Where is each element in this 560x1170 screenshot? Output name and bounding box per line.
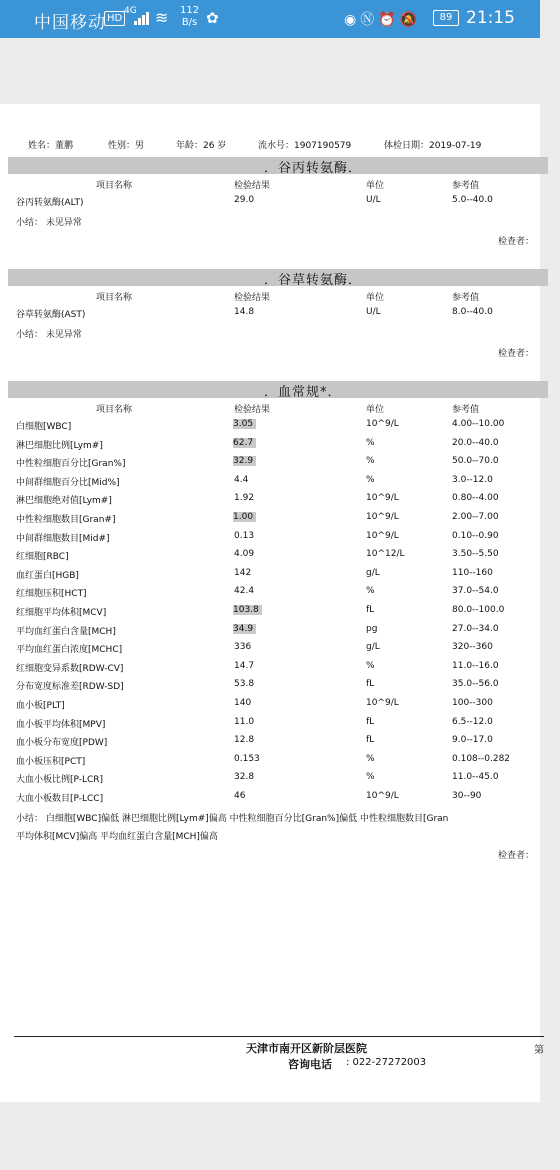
cell-unit: 10^9/L <box>366 530 399 541</box>
page-marker: 第 <box>534 1045 544 1056</box>
header-item: 项目名称 <box>96 181 133 191</box>
cell-unit: % <box>366 586 375 597</box>
header-item: 项目名称 <box>96 293 133 303</box>
table-row <box>0 605 560 623</box>
cell-name: 分布宽度标准差[RDW-SD] <box>16 682 124 693</box>
header-reference: 参考值 <box>452 405 480 415</box>
cell-name: 淋巴细胞绝对值[Lym#] <box>16 496 112 507</box>
cell-name: 红细胞平均体积[MCV] <box>16 608 107 618</box>
cell-unit: % <box>366 660 375 671</box>
cell-reference: 8.0--40.0 <box>452 307 493 317</box>
table-row <box>0 754 560 772</box>
cell-reference: 110--160 <box>452 567 493 578</box>
wechat-icon: ✿ <box>206 9 219 27</box>
table-row <box>0 586 560 604</box>
cell-result: 1.92 <box>234 493 255 504</box>
cell-reference: 20.0--40.0 <box>452 437 499 448</box>
cell-reference: 3.50--5.50 <box>452 549 499 560</box>
cell-unit: 10^12/L <box>366 549 405 560</box>
cell-unit: pg <box>366 623 378 634</box>
cell-result: 142 <box>234 567 252 578</box>
cell-result: 103.8 <box>233 605 262 615</box>
cell-result: 336 <box>234 642 252 653</box>
cell-reference: 30--90 <box>452 791 482 801</box>
table-row <box>0 531 560 549</box>
cell-result: 11.0 <box>234 716 255 727</box>
table-row <box>0 568 560 586</box>
cell-name: 谷丙转氨酶(ALT) <box>16 198 84 208</box>
header-unit: 单位 <box>366 181 385 191</box>
cell-unit: fL <box>366 716 375 727</box>
eye-icon: ◉ <box>344 12 361 28</box>
header-reference: 参考值 <box>452 181 480 191</box>
section-title: ．谷草转氨酶． <box>264 273 363 288</box>
cell-name: 中性粒细胞数目[Gran#] <box>16 515 116 525</box>
cell-reference: 0.80--4.00 <box>452 493 499 504</box>
cell-unit: fL <box>366 605 375 615</box>
serial-number: 流水号：1907190579 <box>258 141 352 151</box>
header-unit: 单位 <box>366 293 385 303</box>
header-result: 检验结果 <box>234 405 271 415</box>
cell-name: 大血小板数目[P-LCC] <box>16 794 104 804</box>
table-row <box>0 493 560 511</box>
section-header <box>8 269 548 286</box>
cell-name: 淋巴细胞比例[Lym#] <box>16 440 103 451</box>
clock: 21:15 <box>466 8 515 28</box>
header-reference: 参考值 <box>452 293 480 303</box>
cell-name: 红细胞压积[HCT] <box>16 589 87 600</box>
cell-unit: 10^9/L <box>366 493 399 504</box>
table-row <box>0 642 560 660</box>
cell-name: 红细胞[RBC] <box>16 552 69 563</box>
cell-reference: 37.0--54.0 <box>452 586 499 597</box>
cell-result: 29.0 <box>234 195 255 205</box>
section-header <box>8 381 548 398</box>
cell-reference: 80.0--100.0 <box>452 605 505 615</box>
cell-reference: 35.0--56.0 <box>452 679 499 690</box>
battery-icon: 89 <box>433 10 459 26</box>
carrier-name: 中国移动 <box>34 13 106 33</box>
section-summary-continued: 平均体积[MCV]偏高 平均血红蛋白含量[MCH]偏高 <box>16 831 218 842</box>
cell-unit: % <box>366 753 375 764</box>
cell-result: 32.8 <box>234 772 255 783</box>
table-row <box>0 698 560 716</box>
cell-name: 白细胞[WBC] <box>16 422 72 432</box>
cell-name: 红细胞变异系数[RDW-CV] <box>16 663 124 674</box>
checker-label: 检查者： <box>498 850 535 861</box>
cell-reference: 4.00--10.00 <box>452 419 505 429</box>
cell-reference: 11.0--16.0 <box>452 660 499 671</box>
patient-gender: 性别：男 <box>108 141 145 151</box>
table-row <box>0 735 560 753</box>
alarm-icon: ⏰ <box>378 12 400 28</box>
signal-icon <box>134 12 150 25</box>
mute-icon: 🔕 <box>399 12 422 28</box>
cell-name: 血红蛋白[HGB] <box>16 570 79 581</box>
cell-unit: % <box>366 772 375 783</box>
cell-reference: 27.0--34.0 <box>452 623 499 634</box>
cell-reference: 3.0--12.0 <box>452 474 493 485</box>
cell-unit: 10^9/L <box>366 512 399 522</box>
cell-unit: % <box>366 437 375 448</box>
table-row <box>0 456 560 474</box>
cell-unit: fL <box>366 679 375 690</box>
cell-name: 平均血红蛋白浓度[MCHC] <box>16 645 123 656</box>
cell-unit: % <box>366 474 375 485</box>
phone-label: 咨询电话 <box>288 1058 332 1071</box>
column-headers <box>0 402 560 420</box>
footer-divider <box>14 1036 544 1037</box>
table-row <box>0 717 560 735</box>
table-row <box>0 661 560 679</box>
cell-reference: 100--300 <box>452 698 493 708</box>
cell-result: 14.8 <box>234 307 255 317</box>
nfc-icon: Ⓝ <box>360 12 379 28</box>
cell-reference: 0.10--0.90 <box>452 530 499 541</box>
status-bar <box>0 0 540 38</box>
cell-unit: g/L <box>366 567 380 578</box>
checker-label: 检查者： <box>498 236 535 247</box>
table-row <box>0 679 560 697</box>
cell-unit: fL <box>366 735 375 746</box>
cell-unit: U/L <box>366 307 381 317</box>
table-row <box>0 772 560 790</box>
cell-name: 血小板压积[PCT] <box>16 756 86 767</box>
table-row <box>0 549 560 567</box>
table-row <box>0 307 560 325</box>
cell-reference: 6.5--12.0 <box>452 716 493 727</box>
patient-name: 姓名：董鹏 <box>28 141 74 151</box>
cell-unit: g/L <box>366 642 380 653</box>
section-summary: 小结： 未见异常 <box>16 329 82 340</box>
cell-reference: 50.0--70.0 <box>452 456 499 467</box>
cell-result: 14.7 <box>234 660 255 671</box>
cell-reference: 5.0--40.0 <box>452 195 493 205</box>
header-unit: 单位 <box>366 405 385 415</box>
wifi-icon: ≋ <box>155 8 169 27</box>
cell-unit: 10^9/L <box>366 419 399 429</box>
table-row <box>0 195 560 213</box>
cell-name: 血小板[PLT] <box>16 701 65 711</box>
header-result: 检验结果 <box>234 293 271 303</box>
cell-name: 大血小板比例[P-LCR] <box>16 775 104 786</box>
cell-name: 平均血红蛋白含量[MCH] <box>16 626 116 637</box>
cell-result: 0.153 <box>234 753 260 764</box>
cell-unit: 10^9/L <box>366 698 399 708</box>
section-title: ．血常规*． <box>264 385 342 400</box>
status-icons <box>344 9 421 29</box>
cell-unit: U/L <box>366 195 381 205</box>
report-page[interactable] <box>0 104 544 1102</box>
table-row <box>0 512 560 530</box>
cell-result: 46 <box>234 791 246 801</box>
cell-result: 4.4 <box>234 474 249 485</box>
phone-number: : 022-27272003 <box>346 1057 427 1068</box>
hd-icon: HD <box>104 11 125 26</box>
table-row <box>0 419 560 437</box>
table-row <box>0 791 560 809</box>
column-headers <box>0 290 560 308</box>
cell-name: 血小板分布宽度[PDW] <box>16 738 108 749</box>
section-summary: 小结： 未见异常 <box>16 217 82 228</box>
checker-label: 检查者： <box>498 348 535 359</box>
exam-date: 体检日期：2019-07-19 <box>384 141 482 151</box>
section-header <box>8 157 548 174</box>
table-row <box>0 438 560 456</box>
cell-result: 4.09 <box>234 549 255 560</box>
cell-result: 34.9 <box>233 624 256 634</box>
section-title: ．谷丙转氨酶． <box>264 161 363 176</box>
table-row <box>0 475 560 493</box>
cell-name: 血小板平均体积[MPV] <box>16 719 106 730</box>
header-result: 检验结果 <box>234 181 271 191</box>
header-item: 项目名称 <box>96 405 133 415</box>
cell-name: 谷草转氨酶(AST) <box>16 310 86 320</box>
cell-name: 中性粒细胞百分比[Gran%] <box>16 459 126 470</box>
cell-result: 62.7 <box>233 438 256 448</box>
patient-age: 年龄：26 岁 <box>176 141 227 151</box>
network-speed: 112 B/s <box>180 5 200 28</box>
cell-unit: % <box>366 456 375 467</box>
cell-reference: 9.0--17.0 <box>452 735 493 746</box>
cell-name: 中间群细胞百分比[Mid%] <box>16 477 120 488</box>
cell-result: 12.8 <box>234 735 255 746</box>
cell-reference: 0.108--0.282 <box>452 753 511 764</box>
hospital-name: 天津市南开区新阶层医院 <box>246 1042 367 1055</box>
cell-result: 3.05 <box>233 419 256 429</box>
cell-result: 140 <box>234 698 252 708</box>
cell-unit: 10^9/L <box>366 791 399 801</box>
cell-name: 中间群细胞数目[Mid#] <box>16 533 110 544</box>
cell-reference: 2.00--7.00 <box>452 512 499 522</box>
column-headers <box>0 178 560 196</box>
cell-result: 1.00 <box>233 512 256 522</box>
table-row <box>0 624 560 642</box>
cell-reference: 320--360 <box>452 642 493 653</box>
network-type: 4G <box>124 6 137 16</box>
cell-result: 0.13 <box>234 530 255 541</box>
cell-result: 32.9 <box>233 456 256 466</box>
section-summary: 小结： 白细胞[WBC]偏低 淋巴细胞比例[Lym#]偏高 中性粒细胞百分比[Gran%]偏低 中性粒细胞数目[Gran <box>16 813 449 824</box>
cell-result: 42.4 <box>234 586 255 597</box>
cell-result: 53.8 <box>234 679 255 690</box>
cell-reference: 11.0--45.0 <box>452 772 499 783</box>
